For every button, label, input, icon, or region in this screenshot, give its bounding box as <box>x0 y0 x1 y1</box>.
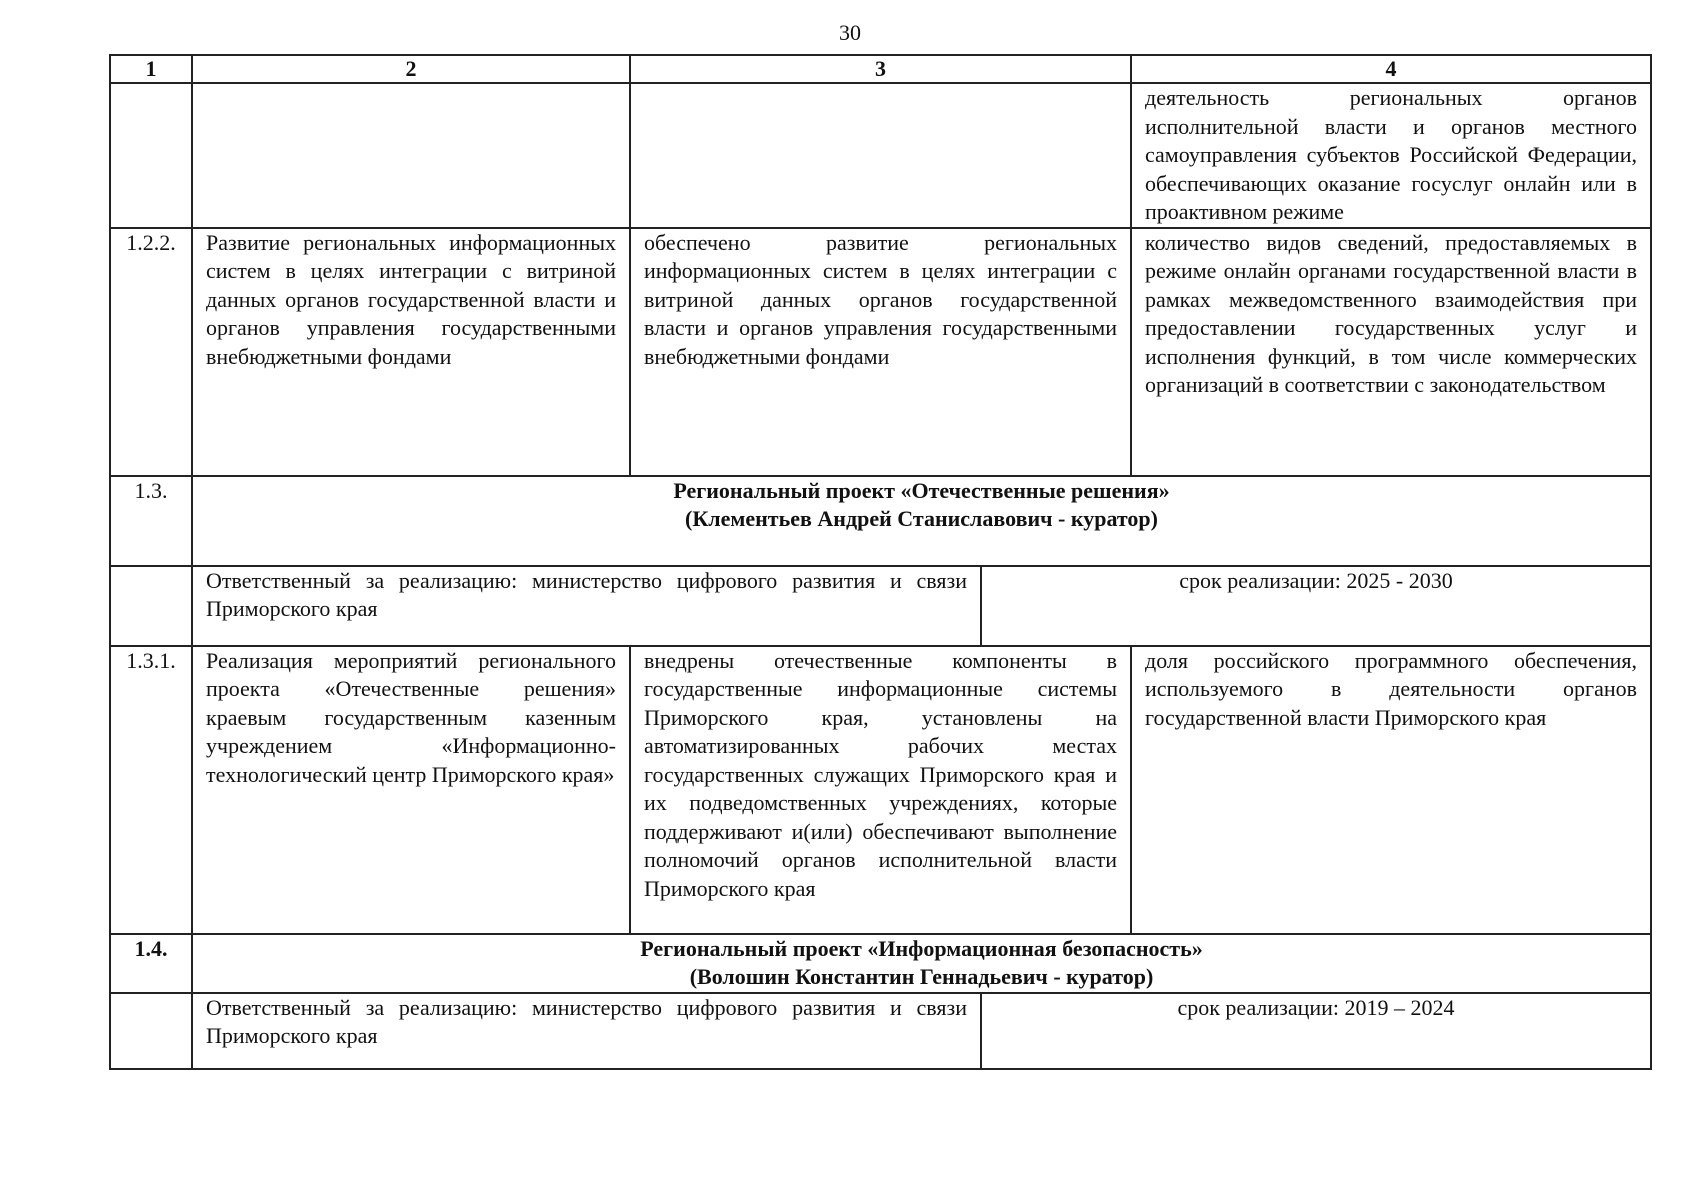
header-col-2: 2 <box>192 55 630 83</box>
table-row-continuation <box>110 83 1651 228</box>
program-table <box>109 54 1652 1070</box>
table-row-1-2-2 <box>110 228 1651 476</box>
activity-indicator: доля российского программного обеспечения, используемого в деятельности органов государственной власти Приморского края <box>1131 646 1651 934</box>
continuation-col-2 <box>192 83 630 228</box>
project-heading <box>192 476 1651 566</box>
row-number: 1.2.2. <box>110 228 192 476</box>
header-col-4: 4 <box>1131 55 1651 83</box>
implementation-term: срок реализации: 2019 – 2024 <box>981 993 1651 1069</box>
row-number: 1.4. <box>110 934 192 993</box>
header-col-3: 3 <box>630 55 1131 83</box>
responsible-executor: Ответственный за реализацию: министерство цифрового развития и связи Приморского края <box>192 566 981 646</box>
row-number: 1.3.1. <box>110 646 192 934</box>
page-number: 30 <box>839 20 861 45</box>
table-row-1-4-project <box>110 934 1651 993</box>
project-heading <box>192 934 1651 993</box>
header-row <box>110 55 1651 83</box>
table-row-1-3-1 <box>110 646 1651 934</box>
table-row-1-3-project <box>110 476 1651 566</box>
activity-indicator: количество видов сведений, предоставляемых в режиме онлайн органами государственной власти в рамках межведомственного взаимодействия при предоставлении государственных услуг и исполнения функций, в том числе коммерческих организаций в соответствии с законодательством <box>1131 228 1651 476</box>
continuation-col-3 <box>630 83 1131 228</box>
implementation-term: срок реализации: 2025 - 2030 <box>981 566 1651 646</box>
project-title: Региональный проект «Информационная безопасность» <box>640 935 1203 961</box>
row-number: 1.3. <box>110 476 192 566</box>
header-col-1: 1 <box>110 55 192 83</box>
row-number-empty <box>110 566 192 646</box>
responsible-executor: Ответственный за реализацию: министерство цифрового развития и связи Приморского края <box>192 993 981 1069</box>
table-row-1-4-responsible <box>110 993 1651 1069</box>
project-curator: (Волошин Константин Геннадьевич - куратор) <box>689 964 1154 989</box>
activity-result: внедрены отечественные компоненты в государственные информационные системы Приморского края, установлены на автоматизированных рабочих местах государственных служащих Приморского края и их подведомственных учреждениях, которые поддерживают и(или) обеспечивают выполнение полномочий органов исполнительной власти Приморского края <box>630 646 1131 934</box>
row-number-empty <box>110 993 192 1069</box>
row-number-empty <box>110 83 192 228</box>
project-curator: (Клементьев Андрей Станиславович - куратор) <box>685 506 1158 531</box>
table-row-1-3-responsible <box>110 566 1651 646</box>
activity-result: обеспечено развитие региональных информационных систем в целях интеграции с витриной данных органов государственной власти и органов управления государственными внебюджетными фондами <box>630 228 1131 476</box>
project-title: Региональный проект «Отечественные решения» <box>673 477 1170 503</box>
activity-name: Развитие региональных информационных систем в целях интеграции с витриной данных органов государственной власти и органов управления государственными внебюджетными фондами <box>192 228 630 476</box>
continuation-indicator: деятельность региональных органов исполнительной власти и органов местного самоуправления субъектов Российской Федерации, обеспечивающих оказание госуслуг онлайн или в проактивном режиме <box>1131 83 1651 228</box>
activity-name: Реализация мероприятий регионального проекта «Отечественные решения» краевым государственным казенным учреждением «Информационно-технологический центр Приморского края» <box>192 646 630 934</box>
